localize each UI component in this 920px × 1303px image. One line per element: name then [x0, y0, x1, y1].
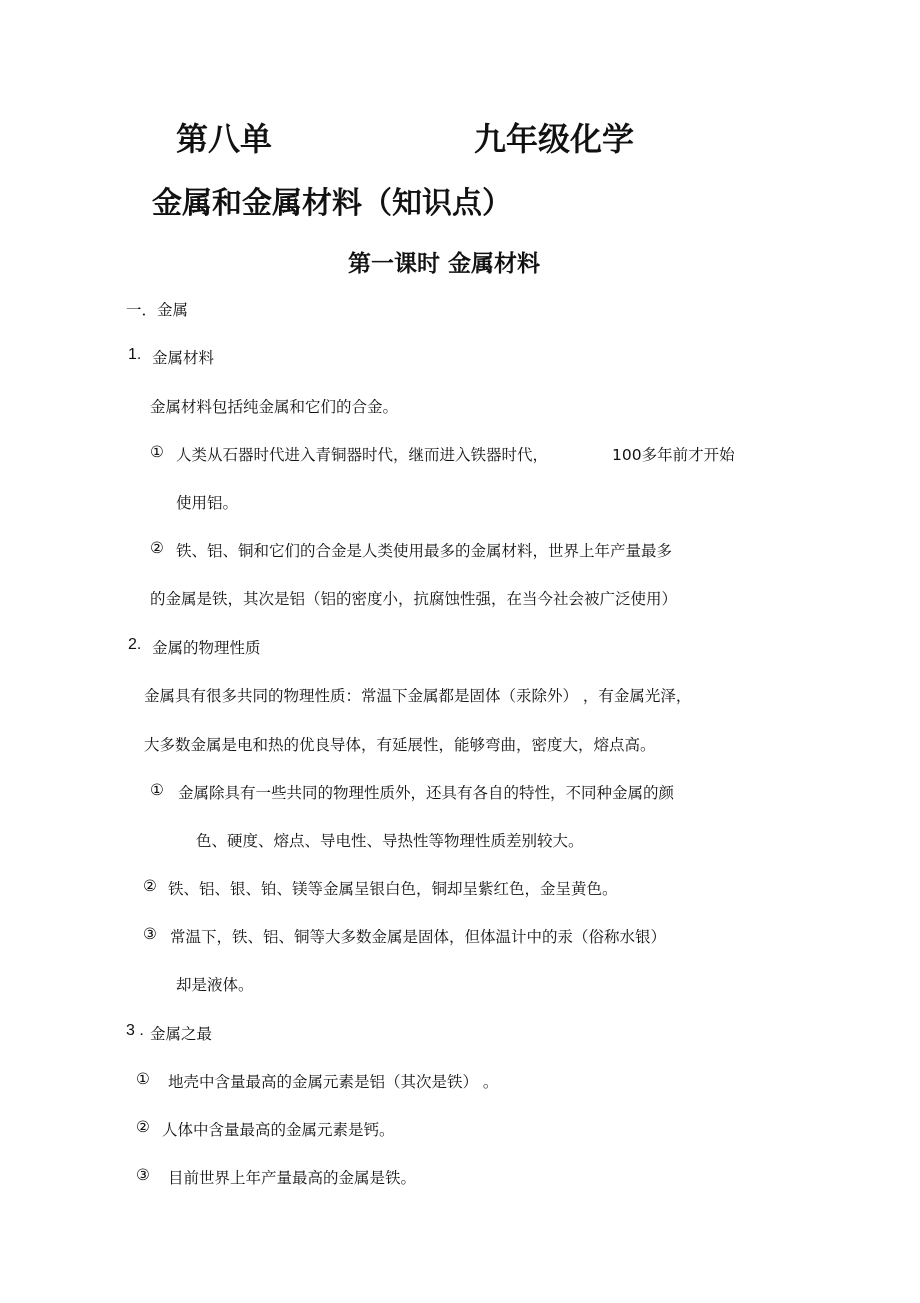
- list-marker: ③: [143, 925, 157, 943]
- paragraph-line: 人类从石器时代进入青铜器时代，继而进入铁器时代，: [176, 446, 549, 464]
- paragraph-line: 100多年前才开始: [612, 446, 735, 464]
- item-number: 2.: [128, 636, 142, 653]
- paragraph-line: 常温下，铁、铝、铜等大多数金属是固体，但体温计中的汞（俗称水银）: [170, 928, 667, 946]
- list-marker: ①: [150, 443, 164, 461]
- unit-heading: 第八单: [176, 120, 273, 158]
- item-number: 3 .: [126, 1022, 144, 1039]
- paragraph-line: 使用铝。: [176, 494, 239, 512]
- paragraph-line: 大多数金属是电和热的优良导体，有延展性，能够弯曲，密度大，熔点高。: [144, 736, 656, 754]
- list-marker: ①: [150, 781, 164, 799]
- subsection-heading-materials: 金属材料: [152, 349, 215, 367]
- paragraph-line: 却是液体。: [176, 976, 254, 994]
- paragraph-line: 金属除具有一些共同的物理性质外，还具有各自的特性，不同种金属的颜: [178, 784, 675, 802]
- subsection-heading-physical-properties: 金属的物理性质: [152, 639, 261, 657]
- paragraph-line: 金属具有很多共同的物理性质：常温下金属都是固体（汞除外） ，有金属光泽，: [144, 687, 692, 705]
- paragraph-line: 金属材料包括纯金属和它们的合金。: [150, 398, 399, 416]
- paragraph-line: 目前世界上年产量最高的金属是铁。: [168, 1169, 417, 1187]
- page-title: 金属和金属材料（知识点）: [152, 186, 512, 221]
- list-marker: ②: [136, 1118, 150, 1136]
- list-marker: ②: [143, 877, 157, 895]
- lesson-title: 第一课时 金属材料: [348, 251, 541, 277]
- list-marker: ②: [150, 539, 164, 557]
- paragraph-line: 铁、铝、铜和它们的合金是人类使用最多的金属材料，世界上年产量最多: [176, 542, 673, 560]
- paragraph-line: 地壳中含量最高的金属元素是铝（其次是铁） 。: [168, 1073, 499, 1091]
- list-marker: ③: [136, 1166, 150, 1184]
- paragraph-line: 色、硬度、熔点、导电性、导热性等物理性质差别较大。: [196, 832, 584, 850]
- paragraph-line: 铁、铝、银、铂、镁等金属呈银白色，铜却呈紫红色，金呈黄色。: [168, 880, 618, 898]
- list-marker: ①: [136, 1070, 150, 1088]
- paragraph-line: 的金属是铁，其次是铝（铝的密度小，抗腐蚀性强，在当今社会被广泛使用）: [150, 590, 678, 608]
- subsection-heading-metal-records: 金属之最: [150, 1025, 213, 1043]
- section-heading-metal: 一．金属: [126, 301, 189, 319]
- paragraph-line: 人体中含量最高的金属元素是钙。: [162, 1121, 395, 1139]
- grade-heading: 九年级化学: [474, 120, 635, 158]
- item-number: 1.: [128, 346, 142, 363]
